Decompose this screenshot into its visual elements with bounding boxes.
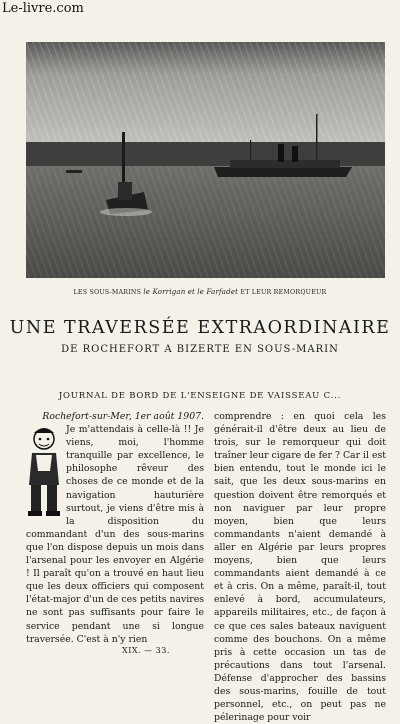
- watermark: Le-livre.com: [2, 1, 84, 16]
- right-column-text: comprendre : en quoi cela les générait-il d'être deux au lieu de trois, sur le remorqueur qui doit traîner leur cigare de fer ? Car il est bien entendu, tout le monde ici le sait, que les deux sous-marins en question doivent être remorqués et non naviguer par leur propre moyen, bien que leurs commandants n'aient demandé à aller en Algérie par leurs propres moyens, bien que leurs commandants aient demandé à ce et à cris. On a même, paraît-il, tout enlevé à bord, accumulateurs, appareils militaires, etc., de façon à ce que ces sales bateaux naviguent comme des bouchons. On a même pris à cette occasion un tas de précautions dans tout l'arsenal. Défense d'approcher des bassins des sous-marins, fouille de tout personnel, etc., on peut pas ne pélerinage pour voir: [214, 411, 386, 724]
- drop-cap-illustration: [26, 425, 62, 523]
- text-column-left: [26, 410, 204, 650]
- caption-name-2: le Farfadet: [197, 288, 239, 296]
- caption-and: et: [187, 288, 196, 296]
- article-subtitle: DE ROCHEFORT A BIZERTE EN SOUS-MARIN: [61, 344, 339, 355]
- photo-caption: [0, 288, 400, 296]
- caption-name-1: le Korrigan: [143, 288, 186, 296]
- dateline: Rochefort-sur-Mer, 1er août 1907.: [42, 411, 204, 422]
- article-title: UNE TRAVERSÉE EXTRAORDINAIRE: [9, 318, 391, 338]
- caption-suffix: ET LEUR REMORQUEUR: [240, 289, 327, 296]
- photograph-submarines: [26, 42, 385, 278]
- left-column-text: Je m'attendais à celle-là !! Je viens, moi, l'homme tranquille par excellence, le philosophe rêveur des choses de ce monde et de la navigation hauturière surtout, je viens d'être mis à la disposition du commandant d'un des sous-marins que l'on dispose depuis un mois dans l'arsenal pour les envoyer en Algérie ! Il paraît qu'on a trouvé en haut lieu que les deux officiers qui composent l'état-major d'un de ces petits navires ne sont pas suffisants pour faire le service pendant une si longue traversée. C'est à n'y rien: [26, 424, 204, 645]
- text-column-right: [214, 410, 386, 724]
- caption-prefix: LES SOUS-MARINS: [73, 289, 142, 296]
- journal-heading: JOURNAL DE BORD DE L'ENSEIGNE DE VAISSEAU C...: [58, 391, 342, 401]
- page-footer: XIX. — 33.: [122, 646, 170, 655]
